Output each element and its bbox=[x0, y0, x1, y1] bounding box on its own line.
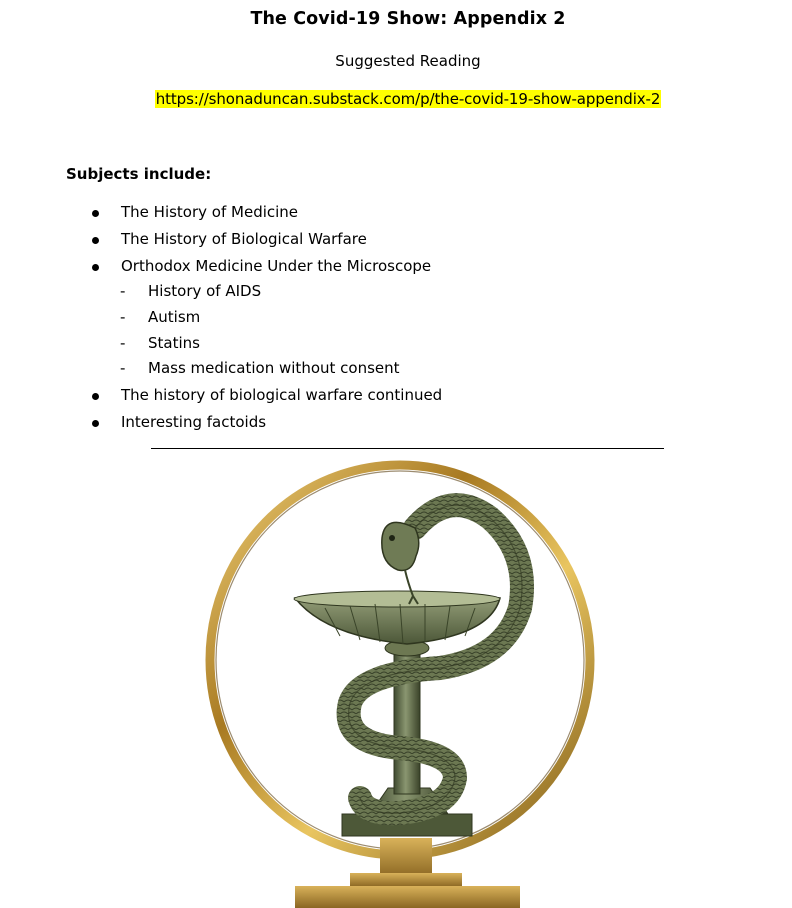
sub-list-item: Statins bbox=[148, 334, 200, 352]
list-item: Orthodox Medicine Under the Microscope bbox=[121, 257, 432, 275]
horizontal-divider bbox=[151, 448, 664, 449]
list-item: The history of biological warfare continued bbox=[121, 386, 443, 404]
substack-link[interactable]: https://shonaduncan.substack.com/p/the-covid-19-show-appendix-2 bbox=[155, 90, 661, 108]
bullet-icon bbox=[92, 264, 99, 271]
subjects-heading: Subjects include: bbox=[66, 165, 212, 183]
dash-marker: - bbox=[120, 308, 126, 326]
dash-marker: - bbox=[120, 282, 126, 300]
document-subtitle: Suggested Reading bbox=[335, 52, 481, 70]
link-container bbox=[0, 89, 792, 108]
sub-list-item: Autism bbox=[148, 308, 201, 326]
sub-list-item: History of AIDS bbox=[148, 282, 262, 300]
document-title: The Covid-19 Show: Appendix 2 bbox=[250, 9, 566, 29]
dash-marker: - bbox=[120, 334, 126, 352]
sub-list-item: Mass medication without consent bbox=[148, 359, 400, 377]
bullet-icon bbox=[92, 210, 99, 217]
list-item: Interesting factoids bbox=[121, 413, 267, 431]
dash-marker: - bbox=[120, 359, 126, 377]
bowl-of-hygieia-icon bbox=[200, 458, 620, 908]
bullet-icon bbox=[92, 393, 99, 400]
bullet-icon bbox=[92, 420, 99, 427]
list-item: The History of Biological Warfare bbox=[121, 230, 367, 248]
bullet-icon bbox=[92, 237, 99, 244]
list-item: The History of Medicine bbox=[121, 203, 299, 221]
